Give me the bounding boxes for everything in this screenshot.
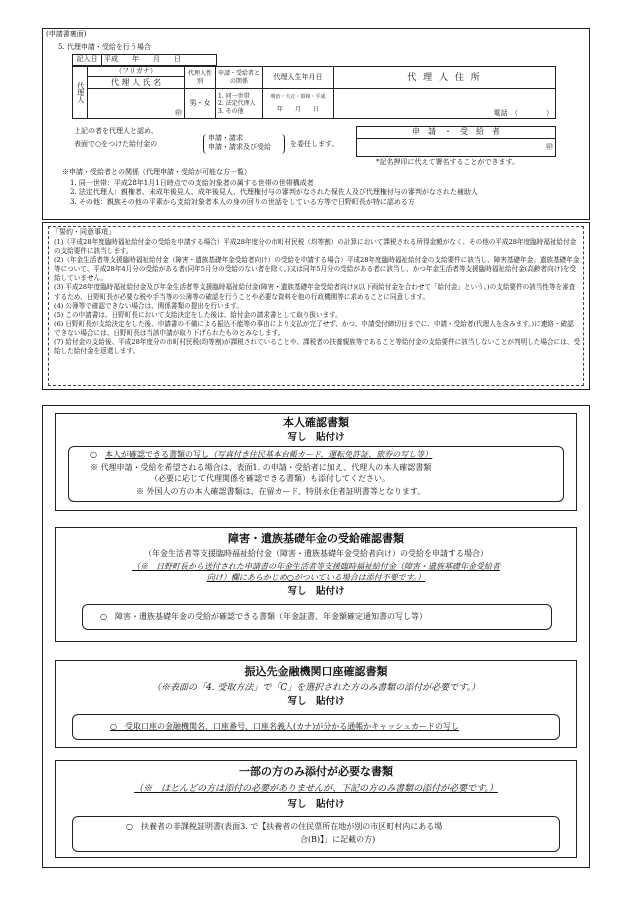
pledge-item: (1)（平成28年度臨時福祉給付金の受給を申請する場合）平成28年度分の市町村民税（均等割）の計算において課税される所得金額がなく、その他の平成28年度臨時福祉給付金の支給要件に該当します。 — [54, 238, 577, 256]
pledge-item: (2)（年金生活者等支援臨時福祉給付金（障害・遺族基礎年金受給者向け）の受給を申請する場合）平成28年度臨時福祉給付金の支給要件に該当し、障害基礎年金、遺族基礎年金等について、平成28年4月分の受給がある者(同年5月分の受給のない者を除く。)又は同年5月分の受給がある者に該当し、かつ年金生活者等支援臨時福祉給付金(高齢者向け)を受給していません。 — [54, 256, 580, 283]
entry-date-label: 記入日 — [73, 55, 102, 66]
partial-panel-paste: 写し 貼付け — [287, 799, 345, 810]
applicant-label: 申 請 ・ 受 給 者 — [357, 127, 556, 139]
delegate-text-1: 上記の者を代理人と認め、 — [74, 127, 158, 135]
proxy-name-field[interactable] — [88, 89, 185, 119]
relation-option: 1. 同一世帯 — [218, 93, 250, 101]
relation-item: 1. 同一世帯：平成28年1月1日時点での支給対象者の属する世帯の世帯構成者 — [70, 179, 314, 187]
bank-item: ○ 受取口座の金融機関名、口座番号、口座名義人(カナ)が分かる通帳かキャッシュカードの写し — [110, 722, 460, 731]
id-item — [90, 450, 432, 461]
relation-list — [70, 179, 585, 207]
delegate-option-1: 申請・請求 — [208, 134, 243, 142]
section5-title: 5. 代理申請・受給を行う場合 — [58, 43, 151, 51]
pledge-title: 「誓約・同意事項」 — [52, 228, 115, 236]
partial-item-1: ○ 扶養者の非課税証明書(表面3. で【扶養者の住民票所在地が別の市区町村内にある場 — [126, 822, 443, 831]
applicant-field[interactable] — [357, 138, 556, 156]
header-label: (申請書裏面) — [46, 30, 87, 38]
relation-title: ※申請・受給者との関係（代理申請・受給が可能な方一覧） — [62, 168, 251, 176]
pledge-item: (6) 日野町長が支給決定をした後、申請書の不備による振込不能等の事由により支払が完了せず、かつ、申請受付締切日までに、申請・受給者(代理人を含みます。)に連絡・確認できない場合には、日野町長は当該申請が取り下げられたものとみなします。 — [54, 319, 574, 337]
delegate-option-2: 申請・請求及び受給 — [208, 143, 271, 152]
bank-panel-paste: 写し 貼付け — [287, 696, 345, 707]
id-item-paren: （写真付き住民基本台帳カード、運転免許証、旅券の写し等） — [208, 450, 433, 459]
proxy-table — [72, 66, 556, 119]
birth-field[interactable] — [263, 89, 334, 119]
delegate-brace[interactable] — [203, 134, 285, 154]
relation-option: 2. 法定代理人 — [218, 100, 256, 108]
id-note-3: ※ 外国人の方の本人確認書類は、在留カード、特別永住者証明書等となります。 — [136, 487, 426, 496]
bank-panel-title: 振込先金融機関口座確認書類 — [244, 665, 388, 678]
entry-date-field[interactable]: 平成 年 月 日 — [102, 55, 217, 66]
delegate-text-3: を委任します。 — [290, 140, 339, 148]
pension-note-1: （※ 日野町長から送付された申請書の年金生活者等支援臨時福祉給付金（障害・遺族基礎年金受給者 — [132, 562, 500, 571]
pledge-list — [54, 238, 580, 356]
entry-date-table — [72, 54, 217, 66]
birth-eras: 明治・大正・昭和・平成 — [270, 93, 326, 100]
furigana-label: （フリガナ） — [88, 67, 185, 77]
pension-panel-title: 障害・遺族基礎年金の受給確認書類 — [228, 532, 404, 545]
relation-item: 2. 法定代理人：親権者、未成年後見人、成年後見人、代理権付与の審判がなされた保佐人及び代理権付与の審判がなされた補助人 — [70, 188, 478, 197]
birth-ymd: 年 月 日 — [276, 106, 319, 114]
address-label: 代 理 人 住 所 — [334, 67, 556, 89]
id-panel-title: 本人確認書類 — [283, 416, 349, 429]
partial-panel-title: 一部の方のみ添付が必要な書類 — [239, 765, 393, 778]
pledge-item: (5) この申請書は、日野町長において支給決定をした後は、給付金の請求書として取り扱います。 — [54, 310, 342, 319]
applicant-seal: ㊞ — [546, 142, 553, 151]
relation-item: 3. その他：親族その他の平素から支給対象者本人の身の回りの世話をしている方等で日野町長が特に認める方 — [70, 197, 415, 206]
pension-item: ○ 障害・遺族基礎年金の受給が確認できる書類（年金証書、年金額確定通知書の写し等） — [100, 612, 427, 621]
pledge-item: (3) 平成28年度臨時福祉給付金及び年金生活者等支援臨時福祉給付金(障害・遺族基礎年金受給者向け)(以下両給付金を合わせて「給付金」という。)の支給要件の該当性等を審査するため、日野町長が必要な税や手当等の公簿等の確認を行うことや必要な資料を他の行政機関等に求めることに同意します。 — [54, 283, 576, 301]
bank-panel-sub: （※表面の「4. 受取方法」で「C」を選択された方のみ書類の添付が必要です。） — [151, 683, 481, 693]
phone-label: 電話 （ ） — [493, 109, 553, 117]
pledge-item: (4) 公簿等で確認できない場合は、関係書類の提出を行います。 — [54, 301, 243, 310]
relation-option: 3. その他 — [218, 107, 244, 115]
delegate-text-2: 表面で○をつけた給付金の — [74, 140, 158, 148]
proxy-seal: ㊞ — [175, 109, 182, 117]
partial-item-2: 合(B)】」に記載の方) — [300, 835, 376, 844]
gender-label: 代理人性別 — [185, 67, 216, 89]
pledge-item: (7) 給付金の支給後、平成28年度分の市町村民税(均等割)が課税されていることや、課税者の扶養親族等であること等給付金の支給要件に該当しないことが判明した場合には、受給した給付金を返還します。 — [54, 338, 580, 356]
id-item-prefix: ○ — [90, 450, 105, 459]
gender-field[interactable]: 男・女 — [185, 89, 216, 119]
proxy-row-label: 代理人 — [73, 67, 88, 119]
partial-panel-sub: （※ ほとんどの方は添付の必要がありませんが、下記の方のみ書類の添付が必要です。） — [134, 784, 498, 794]
relation-label: 申請・受給者との関係 — [216, 67, 263, 89]
id-note-1: ※ 代理申請・受給を希望される場合は、表面1. の申請・受給者に加え、代理人の本人確認書類 — [90, 463, 432, 472]
id-item-main: 本人が確認できる書類の写し — [104, 450, 209, 459]
name-label: 代 理 人 氏 名 — [88, 77, 185, 89]
pension-panel-paste: 写し 貼付け — [287, 586, 345, 597]
relation-field[interactable] — [216, 89, 263, 119]
pension-panel-sub: （年金生活者等支援臨時福祉給付金（障害・遺族基礎年金受給者向け）の受給を申請する場合） — [144, 549, 488, 558]
pension-note-2: 向け）欄にあらかじめ○がついている場合は添付不要です。） — [206, 573, 426, 582]
sign-note: *記名押印に代えて署名することができます。 — [376, 158, 519, 166]
birth-label: 代理人生年月日 — [263, 67, 334, 89]
applicant-table — [356, 126, 556, 157]
address-field[interactable] — [334, 89, 556, 119]
id-note-2: （必要に応じて代理関係を確認できる書類）も添付してください。 — [150, 474, 390, 483]
id-panel-paste: 写し 貼付け — [287, 432, 345, 443]
